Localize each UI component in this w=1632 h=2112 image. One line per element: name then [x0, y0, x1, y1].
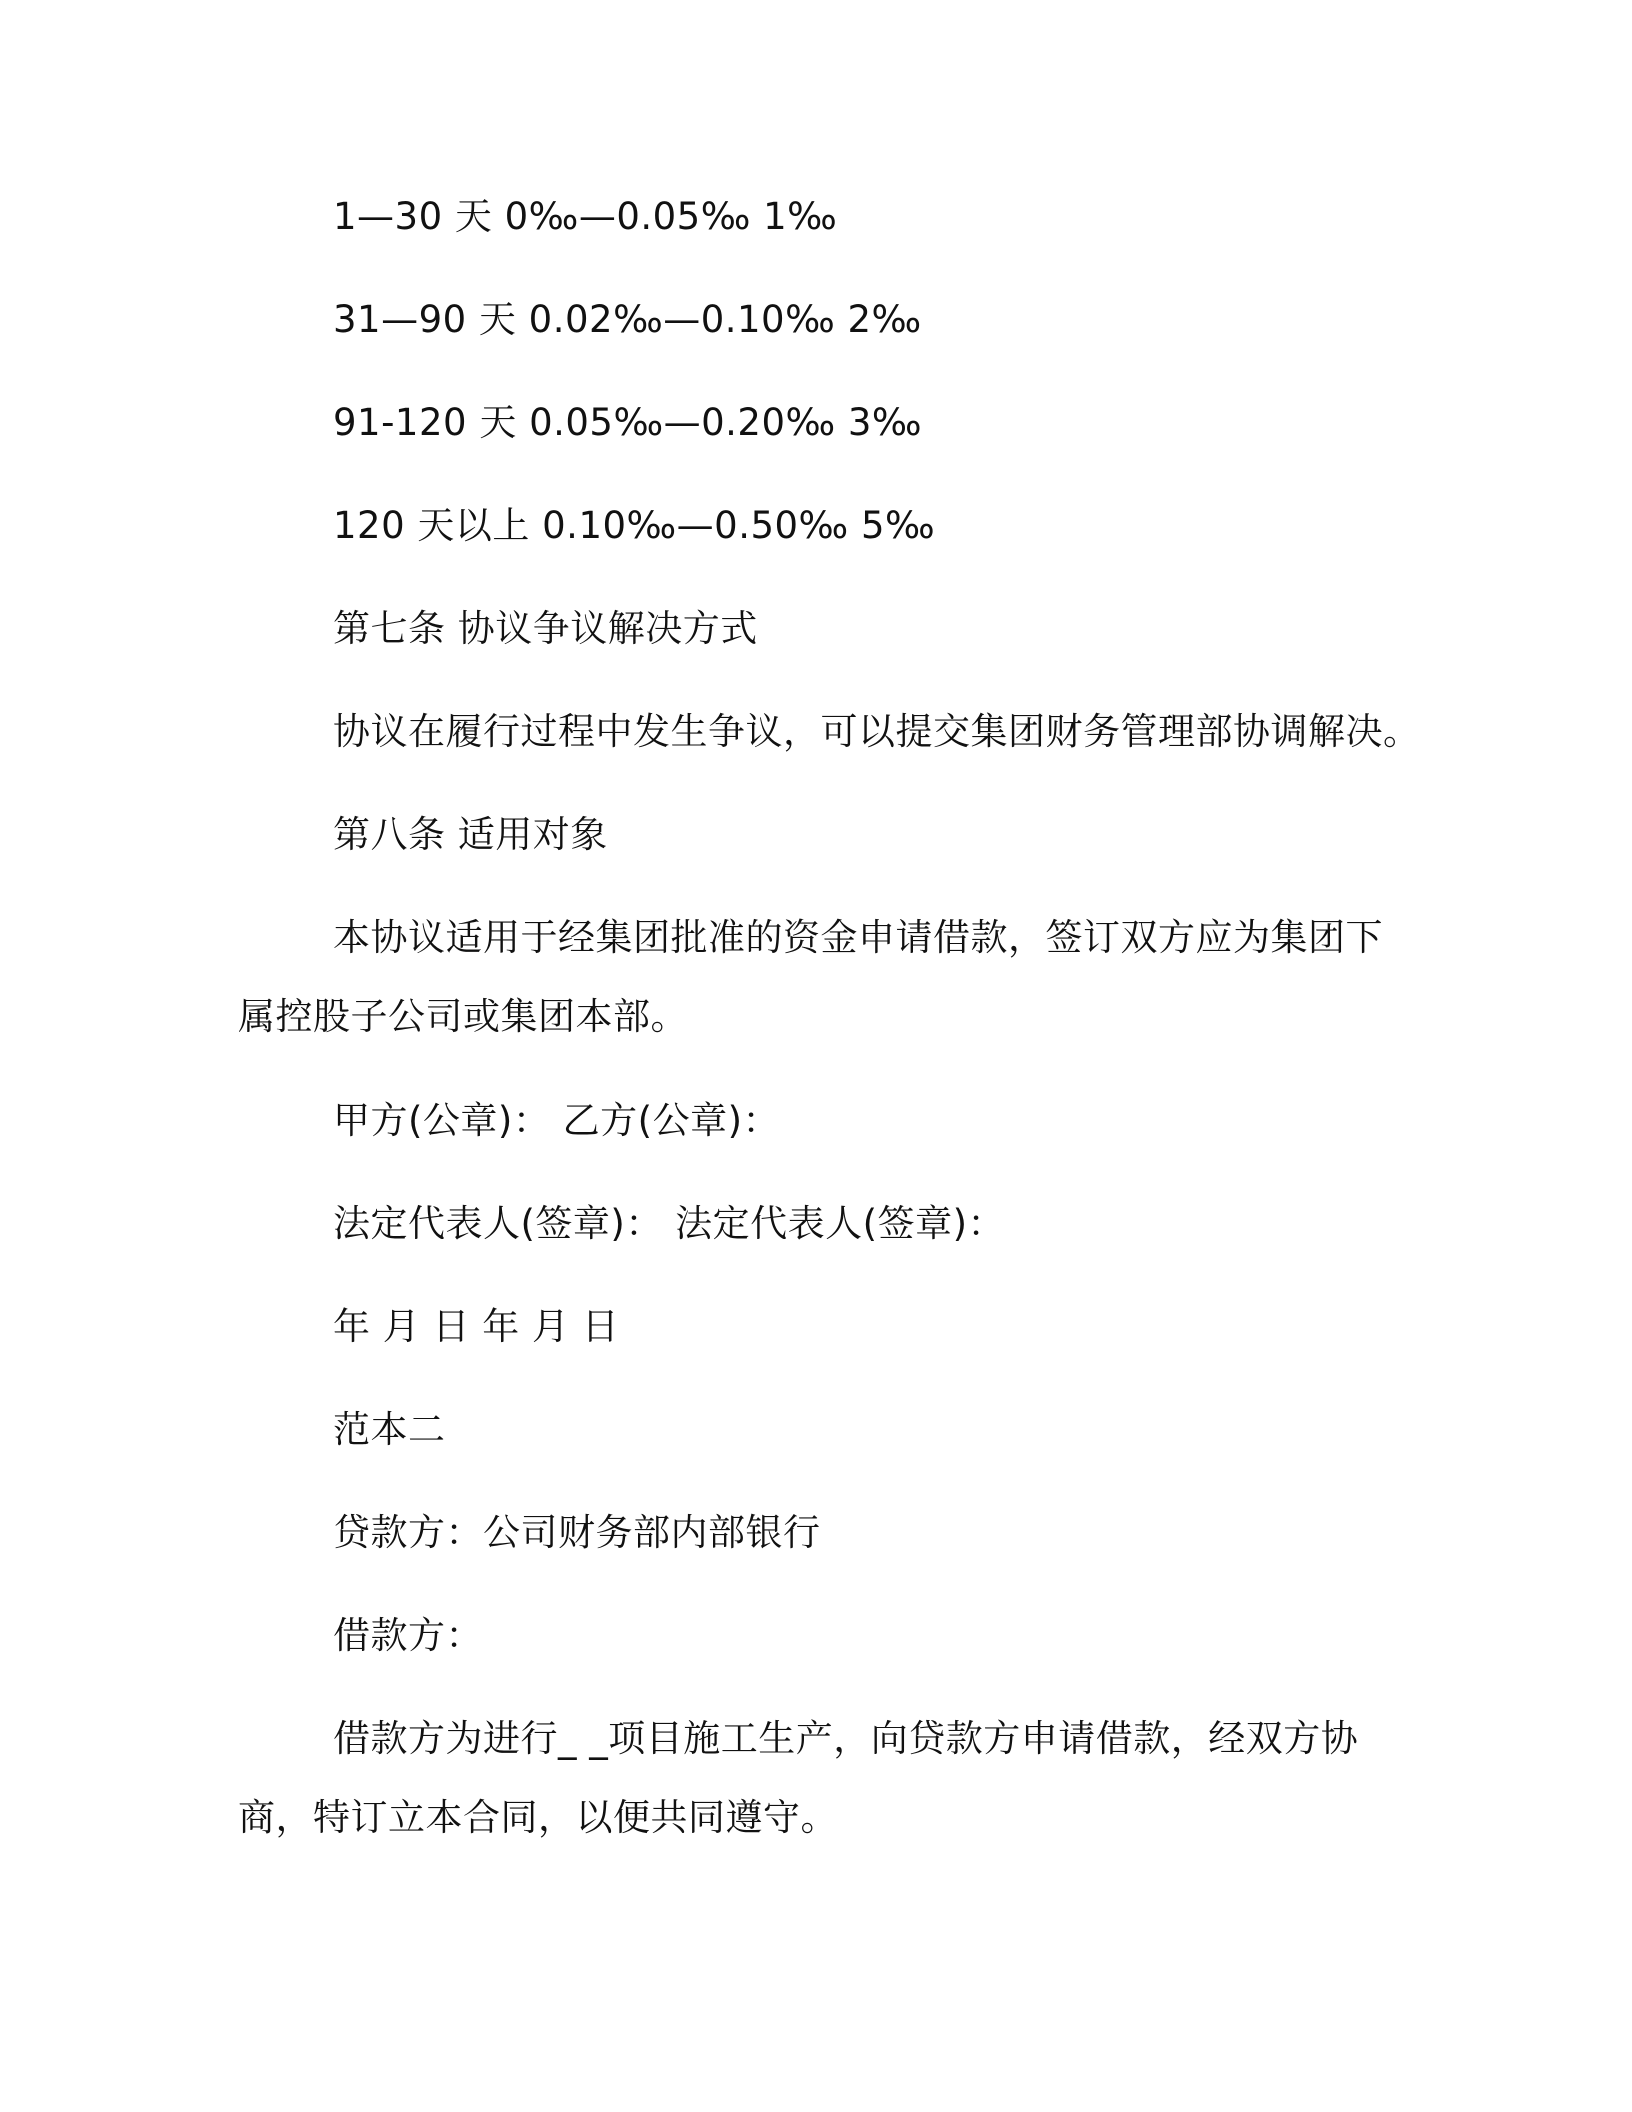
borrower-line: 借款方：: [333, 1614, 483, 1657]
rate-row-3: 91-120 天 0.05‰—0.20‰ 3‰: [333, 401, 923, 444]
intro-line-2: 商，特订立本合同，以便共同遵守。: [238, 1796, 838, 1839]
rate-row-2: 31—90 天 0.02‰—0.10‰ 2‰: [333, 298, 922, 341]
rate-row-4: 120 天以上 0.10‰—0.50‰ 5‰: [333, 504, 936, 547]
article-8-body-line-1: 本协议适用于经集团批准的资金申请借款，签订双方应为集团下: [333, 916, 1383, 959]
representative-line: 法定代表人(签章)： 法定代表人(签章)：: [333, 1202, 1006, 1245]
template-2-title: 范本二: [333, 1408, 446, 1451]
rate-row-1: 1—30 天 0‰—0.05‰ 1‰: [333, 195, 838, 238]
article-7-body: 协议在履行过程中发生争议，可以提交集团财务管理部协调解决。: [333, 710, 1421, 753]
lender-line: 贷款方：公司财务部内部银行: [333, 1511, 821, 1554]
article-8-body-line-2: 属控股子公司或集团本部。: [238, 995, 688, 1038]
seal-line: 甲方(公章)： 乙方(公章)：: [333, 1099, 781, 1142]
article-7-title: 第七条 协议争议解决方式: [333, 607, 758, 650]
article-8-title: 第八条 适用对象: [333, 813, 608, 856]
intro-line-1: 借款方为进行_ _项目施工生产，向贷款方申请借款，经双方协: [333, 1717, 1359, 1760]
date-line: 年 月 日 年 月 日: [333, 1305, 620, 1348]
